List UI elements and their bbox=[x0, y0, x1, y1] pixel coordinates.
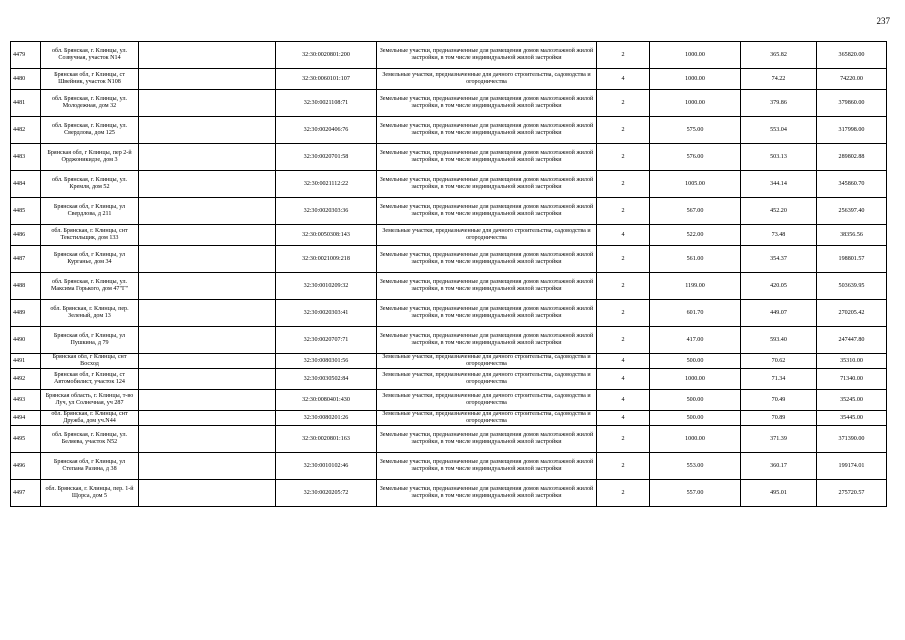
cadastral-value-cell: 74220.00 bbox=[817, 69, 887, 90]
row-number: 4483 bbox=[11, 144, 41, 171]
address-cell: Брянская обл, г Клинцы, ул Степана Разина, д 38 bbox=[41, 453, 139, 480]
category-code-cell: 4 bbox=[597, 390, 650, 411]
row-number: 4484 bbox=[11, 171, 41, 198]
cadastral-number-cell: 32:30:0050308:143 bbox=[276, 225, 377, 246]
land-use-cell: Земельные участки, предназначенные для дачного строительства, садоводства и огородничества bbox=[377, 369, 597, 390]
address-cell: обл. Брянская, г. Клинцы, ул. Беляева, участок N52 bbox=[41, 426, 139, 453]
empty-cell bbox=[139, 354, 276, 369]
table-row bbox=[11, 144, 887, 171]
table-row bbox=[11, 171, 887, 198]
cadastral-value-cell: 35445.00 bbox=[817, 411, 887, 426]
empty-cell bbox=[139, 327, 276, 354]
row-number: 4480 bbox=[11, 69, 41, 90]
land-use-cell: Земельные участки, предназначенные для дачного строительства, садоводства и огородничества bbox=[377, 390, 597, 411]
category-code-cell: 4 bbox=[597, 225, 650, 246]
empty-cell bbox=[139, 426, 276, 453]
unit-value-cell: 360.17 bbox=[741, 453, 817, 480]
area-cell: 1000.00 bbox=[650, 90, 741, 117]
unit-value-cell: 593.40 bbox=[741, 327, 817, 354]
land-use-cell: Земельные участки, предназначенные для размещения домов малоэтажной жилой застройки, в том числе индивидуальной жилой застройки bbox=[377, 426, 597, 453]
area-cell: 575.00 bbox=[650, 117, 741, 144]
area-cell: 553.00 bbox=[650, 453, 741, 480]
empty-cell bbox=[139, 171, 276, 198]
table-row bbox=[11, 69, 887, 90]
address-cell: Брянская обл, г Клинцы, снт Восход bbox=[41, 354, 139, 369]
table-row bbox=[11, 369, 887, 390]
row-number: 4493 bbox=[11, 390, 41, 411]
address-cell: обл. Брянская, г. Клинцы, снт Текстильщик, дом 133 bbox=[41, 225, 139, 246]
category-code-cell: 2 bbox=[597, 246, 650, 273]
land-use-cell: Земельные участки, предназначенные для дачного строительства, садоводства и огородничества bbox=[377, 225, 597, 246]
land-use-cell: Земельные участки, предназначенные для дачного строительства, садоводства и огородничества bbox=[377, 354, 597, 369]
category-code-cell: 4 bbox=[597, 354, 650, 369]
address-cell: обл. Брянская, г. Клинцы, снт Дружба, дом уч.N44 bbox=[41, 411, 139, 426]
address-cell: обл. Брянская, г. Клинцы, пер. 1-й Щорса, дом 5 bbox=[41, 480, 139, 507]
empty-cell bbox=[139, 198, 276, 225]
address-cell: обл. Брянская, г. Клинцы, ул. Молодежная, дом 32 bbox=[41, 90, 139, 117]
land-use-cell: Земельные участки, предназначенные для размещения домов малоэтажной жилой застройки, в том числе индивидуальной жилой застройки bbox=[377, 300, 597, 327]
land-use-cell: Земельные участки, предназначенные для дачного строительства, садоводства и огородничества bbox=[377, 411, 597, 426]
unit-value-cell: 371.39 bbox=[741, 426, 817, 453]
cadastral-value-cell: 247447.80 bbox=[817, 327, 887, 354]
cadastral-number-cell: 32:30:0010209:32 bbox=[276, 273, 377, 300]
cadastral-number-cell: 32:30:0020801:163 bbox=[276, 426, 377, 453]
cadastral-value-cell: 275720.57 bbox=[817, 480, 887, 507]
empty-cell bbox=[139, 453, 276, 480]
unit-value-cell: 449.07 bbox=[741, 300, 817, 327]
cadastral-value-cell: 270205.42 bbox=[817, 300, 887, 327]
category-code-cell: 2 bbox=[597, 198, 650, 225]
empty-cell bbox=[139, 90, 276, 117]
empty-cell bbox=[139, 117, 276, 144]
cadastral-value-cell: 289802.88 bbox=[817, 144, 887, 171]
table-row bbox=[11, 426, 887, 453]
cadastral-number-cell: 32:30:0020701:58 bbox=[276, 144, 377, 171]
row-number: 4492 bbox=[11, 369, 41, 390]
cadastral-number-cell: 32:30:0080201:26 bbox=[276, 411, 377, 426]
land-use-cell: Земельные участки, предназначенные для размещения домов малоэтажной жилой застройки, в том числе индивидуальной жилой застройки bbox=[377, 117, 597, 144]
address-cell: обл. Брянская, г. Клинцы, ул. Созвучная, участок N14 bbox=[41, 42, 139, 69]
land-use-cell: Земельные участки, предназначенные для размещения домов малоэтажной жилой застройки, в том числе индивидуальной жилой застройки bbox=[377, 246, 597, 273]
unit-value-cell: 553.04 bbox=[741, 117, 817, 144]
empty-cell bbox=[139, 246, 276, 273]
address-cell: Брянская обл, г Клинцы, ул Пушкина, д 79 bbox=[41, 327, 139, 354]
category-code-cell: 2 bbox=[597, 171, 650, 198]
row-number: 4489 bbox=[11, 300, 41, 327]
unit-value-cell: 73.48 bbox=[741, 225, 817, 246]
address-cell: Брянская обл, г Клинцы, ул Курганье, дом 34 bbox=[41, 246, 139, 273]
area-cell: 500.00 bbox=[650, 411, 741, 426]
address-cell: Брянская обл, г Клинцы, ст Автомобилист, участок 124 bbox=[41, 369, 139, 390]
cadastral-value-cell: 198801.57 bbox=[817, 246, 887, 273]
address-cell: Брянская обл, г Клинцы, ст Швейник, участок N108 bbox=[41, 69, 139, 90]
area-cell: 567.00 bbox=[650, 198, 741, 225]
cadastral-number-cell: 32:30:0080301:56 bbox=[276, 354, 377, 369]
area-cell: 1000.00 bbox=[650, 69, 741, 90]
cadastral-value-cell: 371390.00 bbox=[817, 426, 887, 453]
cadastral-number-cell: 32:30:0060101:107 bbox=[276, 69, 377, 90]
row-number: 4485 bbox=[11, 198, 41, 225]
cadastral-value-cell: 71340.00 bbox=[817, 369, 887, 390]
area-cell: 500.00 bbox=[650, 354, 741, 369]
table-row bbox=[11, 246, 887, 273]
land-use-cell: Земельные участки, предназначенные для размещения домов малоэтажной жилой застройки, в том числе индивидуальной жилой застройки bbox=[377, 42, 597, 69]
cadastral-value-table bbox=[10, 41, 887, 507]
cadastral-value-cell: 35310.00 bbox=[817, 354, 887, 369]
empty-cell bbox=[139, 480, 276, 507]
empty-cell bbox=[139, 144, 276, 171]
cadastral-value-cell: 317998.00 bbox=[817, 117, 887, 144]
land-use-cell: Земельные участки, предназначенные для размещения домов малоэтажной жилой застройки, в том числе индивидуальной жилой застройки bbox=[377, 90, 597, 117]
category-code-cell: 2 bbox=[597, 300, 650, 327]
cadastral-number-cell: 32:30:0020303:36 bbox=[276, 198, 377, 225]
unit-value-cell: 452.20 bbox=[741, 198, 817, 225]
row-number: 4482 bbox=[11, 117, 41, 144]
cadastral-number-cell: 32:30:0020406:76 bbox=[276, 117, 377, 144]
category-code-cell: 4 bbox=[597, 411, 650, 426]
empty-cell bbox=[139, 42, 276, 69]
area-cell: 557.00 bbox=[650, 480, 741, 507]
table-row bbox=[11, 117, 887, 144]
cadastral-value-cell: 199174.01 bbox=[817, 453, 887, 480]
empty-cell bbox=[139, 69, 276, 90]
land-use-cell: Земельные участки, предназначенные для размещения домов малоэтажной жилой застройки, в том числе индивидуальной жилой застройки bbox=[377, 327, 597, 354]
land-use-cell: Земельные участки, предназначенные для размещения домов малоэтажной жилой застройки, в том числе индивидуальной жилой застройки bbox=[377, 198, 597, 225]
table-row bbox=[11, 90, 887, 117]
unit-value-cell: 70.62 bbox=[741, 354, 817, 369]
category-code-cell: 2 bbox=[597, 117, 650, 144]
empty-cell bbox=[139, 411, 276, 426]
cadastral-value-cell: 503639.95 bbox=[817, 273, 887, 300]
cadastral-value-cell: 365820.00 bbox=[817, 42, 887, 69]
cadastral-value-cell: 35245.00 bbox=[817, 390, 887, 411]
category-code-cell: 2 bbox=[597, 90, 650, 117]
row-number: 4481 bbox=[11, 90, 41, 117]
land-use-cell: Земельные участки, предназначенные для размещения домов малоэтажной жилой застройки, в том числе индивидуальной жилой застройки bbox=[377, 144, 597, 171]
area-cell: 522.00 bbox=[650, 225, 741, 246]
area-cell: 576.00 bbox=[650, 144, 741, 171]
cadastral-number-cell: 32:30:0030502:84 bbox=[276, 369, 377, 390]
cadastral-number-cell: 32:30:0020707:71 bbox=[276, 327, 377, 354]
row-number: 4490 bbox=[11, 327, 41, 354]
table-row bbox=[11, 198, 887, 225]
table-row bbox=[11, 42, 887, 69]
cadastral-value-cell: 256397.40 bbox=[817, 198, 887, 225]
unit-value-cell: 70.89 bbox=[741, 411, 817, 426]
cadastral-number-cell: 32:30:0020205:72 bbox=[276, 480, 377, 507]
unit-value-cell: 70.49 bbox=[741, 390, 817, 411]
cadastral-number-cell: 32:30:0020303:41 bbox=[276, 300, 377, 327]
page-number: 237 bbox=[876, 16, 890, 26]
cadastral-value-cell: 38356.56 bbox=[817, 225, 887, 246]
unit-value-cell: 420.05 bbox=[741, 273, 817, 300]
table-row bbox=[11, 480, 887, 507]
address-cell: обл. Брянская, г. Клинцы, ул. Кремля, дом 52 bbox=[41, 171, 139, 198]
table-row bbox=[11, 273, 887, 300]
area-cell: 1000.00 bbox=[650, 426, 741, 453]
unit-value-cell: 344.14 bbox=[741, 171, 817, 198]
land-use-cell: Земельные участки, предназначенные для размещения домов малоэтажной жилой застройки, в том числе индивидуальной жилой застройки bbox=[377, 480, 597, 507]
row-number: 4487 bbox=[11, 246, 41, 273]
cadastral-number-cell: 32:30:0080401:430 bbox=[276, 390, 377, 411]
empty-cell bbox=[139, 390, 276, 411]
row-number: 4496 bbox=[11, 453, 41, 480]
cadastral-number-cell: 32:30:0010102:46 bbox=[276, 453, 377, 480]
land-use-cell: Земельные участки, предназначенные для размещения домов малоэтажной жилой застройки, в том числе индивидуальной жилой застройки bbox=[377, 273, 597, 300]
unit-value-cell: 71.34 bbox=[741, 369, 817, 390]
category-code-cell: 2 bbox=[597, 453, 650, 480]
table-row bbox=[11, 411, 887, 426]
area-cell: 561.00 bbox=[650, 246, 741, 273]
area-cell: 601.70 bbox=[650, 300, 741, 327]
area-cell: 500.00 bbox=[650, 390, 741, 411]
unit-value-cell: 503.13 bbox=[741, 144, 817, 171]
category-code-cell: 2 bbox=[597, 480, 650, 507]
table-row bbox=[11, 327, 887, 354]
row-number: 4494 bbox=[11, 411, 41, 426]
category-code-cell: 2 bbox=[597, 273, 650, 300]
unit-value-cell: 365.82 bbox=[741, 42, 817, 69]
category-code-cell: 2 bbox=[597, 327, 650, 354]
address-cell: Брянская обл, г Клинцы, ул Свердлова, д 211 bbox=[41, 198, 139, 225]
row-number: 4495 bbox=[11, 426, 41, 453]
cadastral-number-cell: 32:30:0021108:71 bbox=[276, 90, 377, 117]
table-row bbox=[11, 453, 887, 480]
land-use-cell: Земельные участки, предназначенные для размещения домов малоэтажной жилой застройки, в том числе индивидуальной жилой застройки bbox=[377, 171, 597, 198]
cadastral-value-cell: 345860.70 bbox=[817, 171, 887, 198]
address-cell: обл. Брянская, г. Клинцы, пер. Зеленый, дом 13 bbox=[41, 300, 139, 327]
unit-value-cell: 495.01 bbox=[741, 480, 817, 507]
land-use-cell: Земельные участки, предназначенные для размещения домов малоэтажной жилой застройки, в том числе индивидуальной жилой застройки bbox=[377, 453, 597, 480]
unit-value-cell: 74.22 bbox=[741, 69, 817, 90]
land-use-cell: Земельные участки, предназначенные для дачного строительства, садоводства и огородничества bbox=[377, 69, 597, 90]
empty-cell bbox=[139, 225, 276, 246]
row-number: 4488 bbox=[11, 273, 41, 300]
area-cell: 1199.00 bbox=[650, 273, 741, 300]
table-row bbox=[11, 354, 887, 369]
cadastral-number-cell: 32:30:0020801:200 bbox=[276, 42, 377, 69]
table-row bbox=[11, 390, 887, 411]
row-number: 4479 bbox=[11, 42, 41, 69]
address-cell: Брянская область, г. Клинцы, т-во Луч, ул Солнечная, уч 287 bbox=[41, 390, 139, 411]
table-row bbox=[11, 225, 887, 246]
empty-cell bbox=[139, 273, 276, 300]
category-code-cell: 2 bbox=[597, 42, 650, 69]
cadastral-number-cell: 32:30:0021009:218 bbox=[276, 246, 377, 273]
area-cell: 1000.00 bbox=[650, 42, 741, 69]
cadastral-value-cell: 379860.00 bbox=[817, 90, 887, 117]
empty-cell bbox=[139, 300, 276, 327]
unit-value-cell: 354.37 bbox=[741, 246, 817, 273]
area-cell: 1005.00 bbox=[650, 171, 741, 198]
area-cell: 417.00 bbox=[650, 327, 741, 354]
address-cell: обл. Брянская, г. Клинцы, ул. Максима Горького, дом 47"Г" bbox=[41, 273, 139, 300]
category-code-cell: 4 bbox=[597, 369, 650, 390]
cadastral-number-cell: 32:30:0021112:22 bbox=[276, 171, 377, 198]
category-code-cell: 2 bbox=[597, 144, 650, 171]
row-number: 4491 bbox=[11, 354, 41, 369]
category-code-cell: 4 bbox=[597, 69, 650, 90]
category-code-cell: 2 bbox=[597, 426, 650, 453]
row-number: 4486 bbox=[11, 225, 41, 246]
address-cell: Брянская обл, г Клинцы, пер 2-й Орджоникидзе, дом 3 bbox=[41, 144, 139, 171]
empty-cell bbox=[139, 369, 276, 390]
unit-value-cell: 379.86 bbox=[741, 90, 817, 117]
area-cell: 1000.00 bbox=[650, 369, 741, 390]
table-row bbox=[11, 300, 887, 327]
row-number: 4497 bbox=[11, 480, 41, 507]
address-cell: обл. Брянская, г. Клинцы, ул. Свердлова, дом 125 bbox=[41, 117, 139, 144]
